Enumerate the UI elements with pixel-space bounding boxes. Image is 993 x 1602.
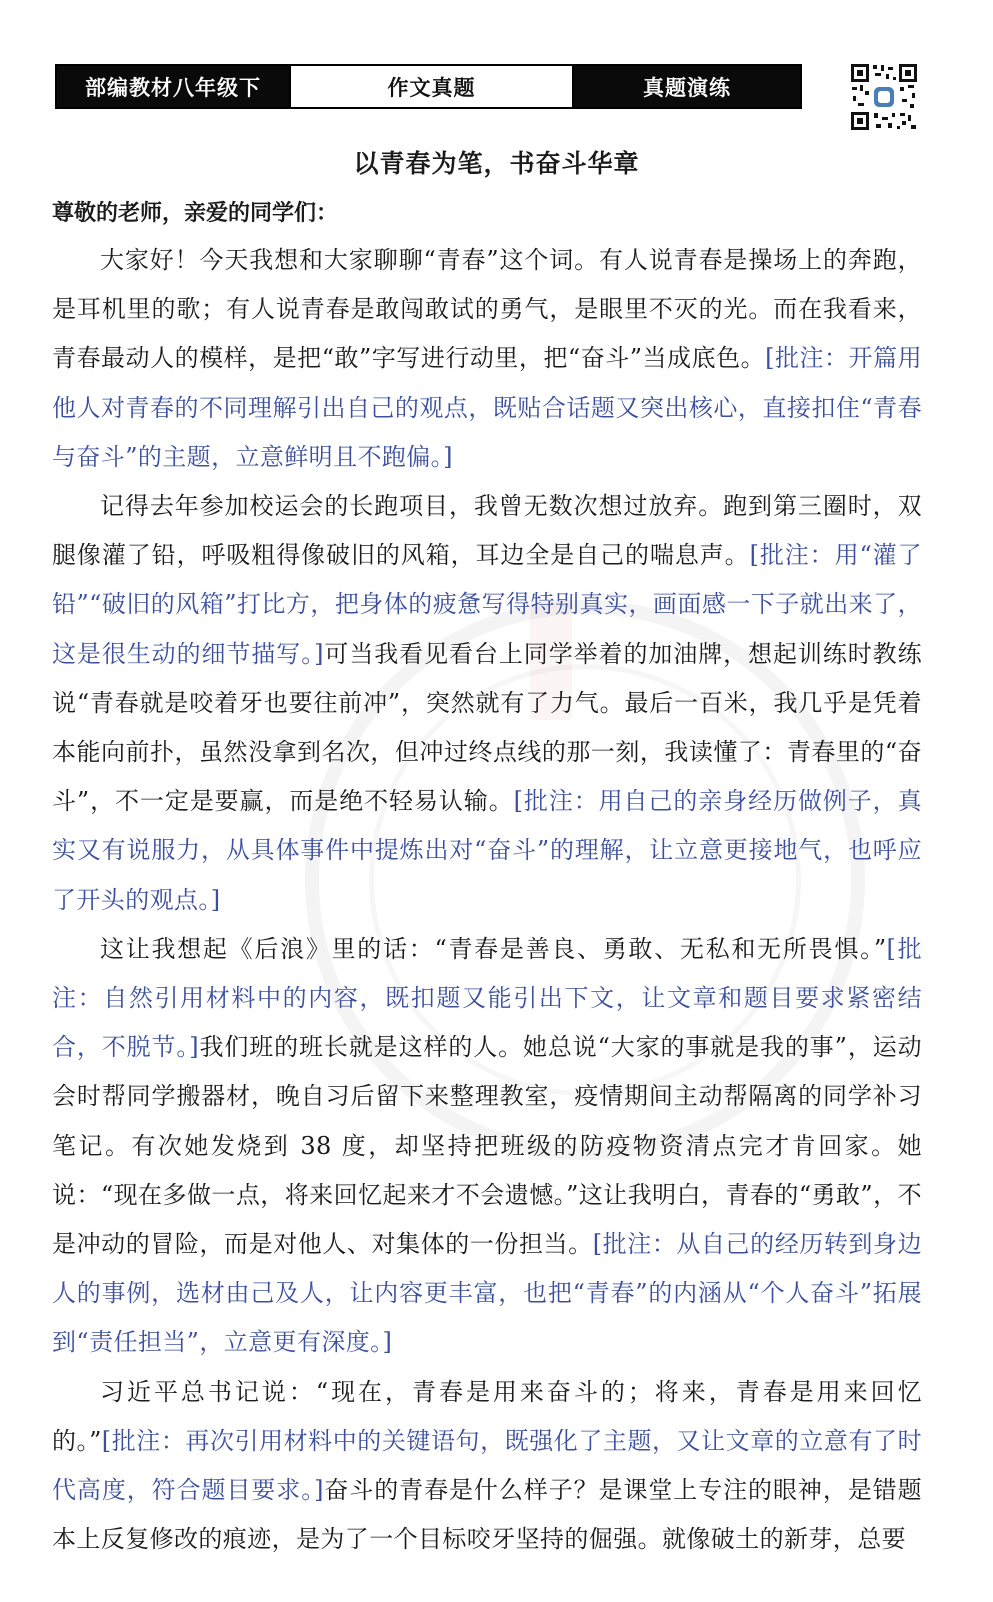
- annotation-note: [批注：用自己的亲身经历做例子，真实又有说服力，从具体事件中提炼出对“奋斗”的理解，让立意更接地气，也呼应了开头的观点。]: [52, 787, 922, 914]
- paragraph-text: 这让我想起《后浪》里的话：“青春是善良、勇敢、无私和无所畏惧。”: [100, 934, 887, 963]
- annotation-note: [批注：再次引用材料中的关键语句，既强化了主题，又让文章的立意有了时代高度，符合题目要求。]: [52, 1426, 922, 1505]
- paragraph-text: 我们班的班长就是这样的人。她总说“大家的事就是我的事”，运动会时帮同学搬器材，晚自习后留下来整理教室，疫情期间主动帮隔离的同学补习笔记。有次她发烧到 38 度，却坚持把班级的防疫物资清点完才肯回家。她说：“现在多做一点，将来回忆起来才不会遗憾。”这让我明白，青春的“勇敢”，不是冲动的冒险，而是对他人、对集体的一份担当。: [52, 1033, 922, 1259]
- qr-code-icon: [850, 63, 918, 131]
- header-bar: [55, 64, 802, 109]
- paragraph-text: 习近平总书记说：“现在，青春是用来奋斗的；将来，青春是用来回忆的。”: [52, 1377, 922, 1455]
- annotation-note: [批注：从自己的经历转到身边人的事例，选材由己及人，让内容更丰富，也把“青春”的内涵从“个人奋斗”拓展到“责任担当”，立意更有深度。]: [52, 1230, 922, 1357]
- essay-body: [52, 236, 922, 1564]
- paragraph-text: 可当我看见看台上同学举着的加油牌，想起训练时教练说“青春就是咬着牙也要往前冲”，突然就有了力气。最后一百米，我几乎是凭着本能向前扑，虽然没拿到名次，但冲过终点线的那一刻，我读懂了：青春里的“奋斗”，不一定是要赢，而是绝不轻易认输。: [52, 639, 922, 816]
- header-category-label: 作文真题: [289, 66, 574, 107]
- essay-paragraph: [52, 925, 922, 1368]
- paragraph-text: 大家好！今天我想和大家聊聊“青春”这个词。有人说青春是操场上的奔跑，是耳机里的歌；有人说青春是敢闯敢试的勇气，是眼里不灭的光。而在我看来，青春最动人的模样，是把“敢”字写进行动里，把“奋斗”当成底色。: [52, 246, 922, 373]
- paragraph-text: 奋斗的青春是什么样子？是课堂上专注的眼神，是错题本上反复修改的痕迹，是为了一个目标咬牙坚持的倔强。就像破土的新芽，总要: [52, 1476, 922, 1554]
- paragraph-text: 记得去年参加校运会的长跑项目，我曾无数次想过放弃。跑到第三圈时，双腿像灌了铅，呼吸粗得像破旧的风箱，耳边全是自己的喘息声。: [52, 492, 922, 570]
- essay-paragraph: [52, 236, 922, 482]
- essay-paragraph: [52, 482, 922, 925]
- essay-title: 以青春为笔，书奋斗华章: [353, 149, 640, 178]
- header-grade-label: 部编教材八年级下: [57, 66, 289, 107]
- essay-paragraph: [52, 1368, 922, 1565]
- annotation-note: [批注：用“灌了铅”“破旧的风箱”打比方，把身体的疲惫写得特别真实，画面感一下子就出来了，这是很生动的细节描写。]: [52, 541, 922, 668]
- header-section-label: 真题演练: [574, 66, 800, 107]
- annotation-note: [批注：开篇用他人对青春的不同理解引出自己的观点，既贴合话题又突出核心，直接扣住“青春与奋斗”的主题，立意鲜明且不跑偏。]: [52, 344, 922, 471]
- annotation-note: [批注：自然引用材料中的内容，既扣题又能引出下文，让文章和题目要求紧密结合，不脱节。]: [52, 934, 922, 1062]
- essay-greeting: 尊敬的老师，亲爱的同学们：: [52, 201, 339, 226]
